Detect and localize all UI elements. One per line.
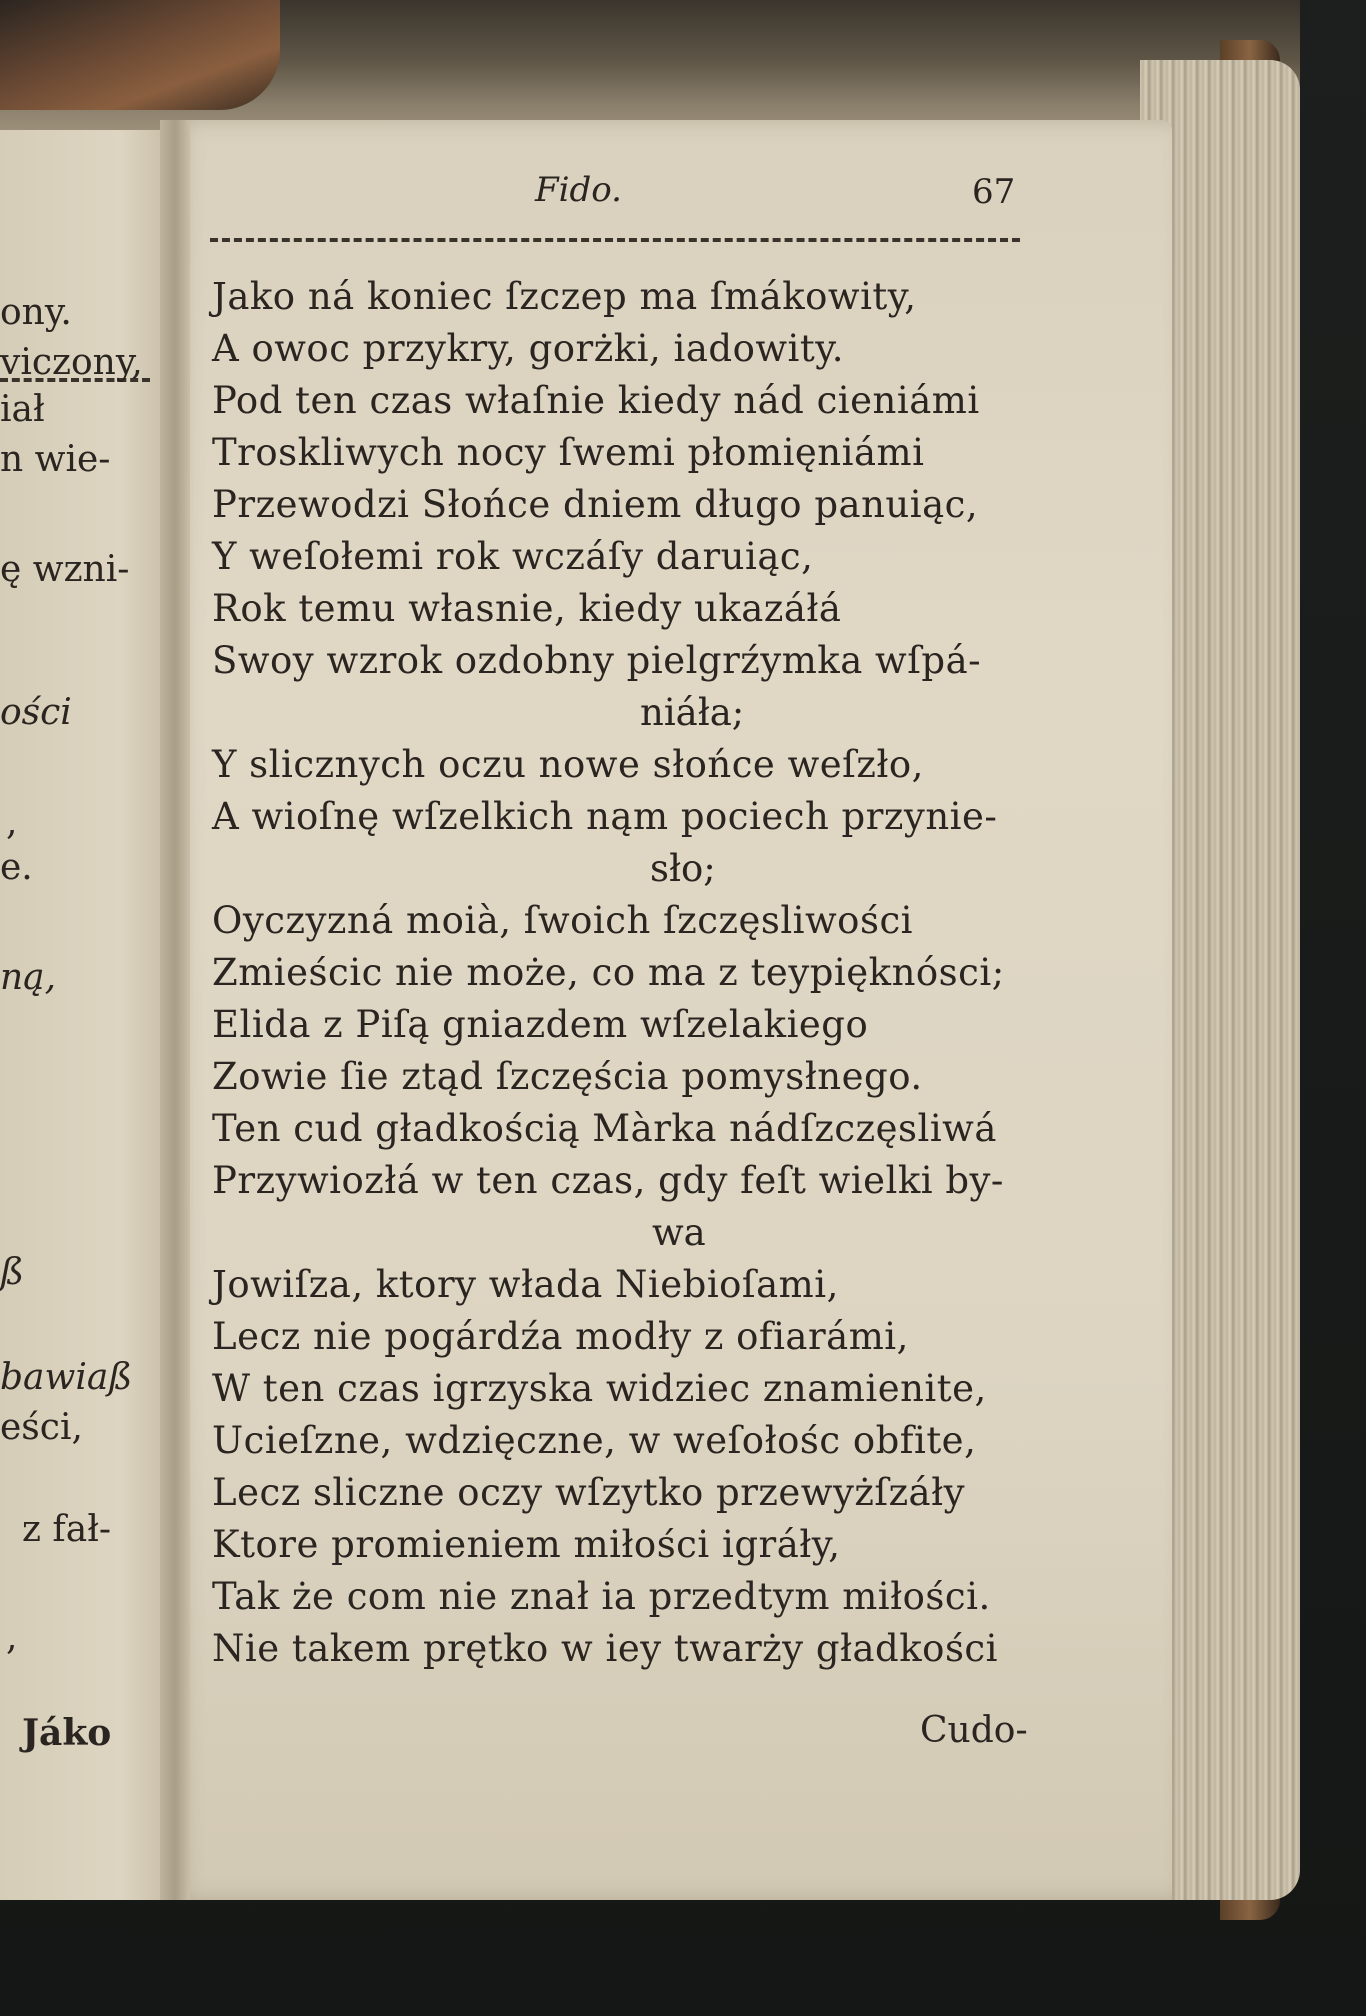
verse-line: Przywiozłá w ten czas, gdy feſt wielki by- bbox=[212, 1159, 1004, 1202]
verse-line: Y weſołemi rok wczáſy daruiąc, bbox=[212, 535, 814, 578]
left-fragment: z fał- bbox=[22, 1509, 112, 1550]
verse-line: Lecz nie pogárdźa modły z ofiarámi, bbox=[212, 1315, 909, 1358]
left-fragment: ß bbox=[0, 1252, 25, 1293]
left-fragment: ości bbox=[0, 692, 72, 733]
verse-line: Ucieſzne, wdzięczne, w weſołośc obfite, bbox=[212, 1419, 977, 1462]
left-fragment: ną, bbox=[0, 957, 57, 998]
left-fragment: bawiaß bbox=[0, 1357, 133, 1398]
verse-line: Tak że com nie znał ia przedtym miłości. bbox=[212, 1575, 991, 1618]
running-head: Fido. bbox=[535, 170, 622, 210]
verse-line: Jako ná koniec ſzczep ma ſmákowity, bbox=[212, 275, 917, 318]
verse-line: Zowie ſie ztąd ſzczęścia pomysłnego. bbox=[212, 1055, 923, 1098]
book-gutter bbox=[160, 120, 190, 1900]
catchword: Cudo- bbox=[920, 1710, 1028, 1751]
left-fragment: ę wzni- bbox=[0, 549, 130, 590]
page-number: 67 bbox=[972, 172, 1016, 212]
verse-turnover: sło; bbox=[650, 847, 716, 890]
left-fragment: eści, bbox=[0, 1407, 83, 1448]
verse-line: Rok temu własnie, kiedy ukazáłá bbox=[212, 587, 842, 630]
verse-line: Zmieścic nie może, co ma z teypięknósci; bbox=[212, 951, 1005, 994]
left-fragment: Jáko bbox=[22, 1712, 112, 1754]
verse-line: A owoc przykry, gorżki, iadowity. bbox=[212, 327, 844, 370]
verse-line: Jowiſza, ktory włada Niebioſami, bbox=[212, 1263, 839, 1306]
verse-line: A wioſnę wſzelkich nąm pociech przynie- bbox=[212, 795, 998, 838]
left-fragment: ony. bbox=[0, 292, 72, 333]
verse-line: Swoy wzrok ozdobny pielgrźymka wſpá- bbox=[212, 639, 982, 682]
left-fragment: viczony, bbox=[0, 342, 143, 383]
verse-line: Lecz sliczne oczy wſzytko przewyżſzáły bbox=[212, 1471, 966, 1514]
verse-line: Troskliwych nocy ſwemi płomięniámi bbox=[212, 431, 925, 474]
verse-line: Y slicznych oczu nowe słońce weſzło, bbox=[212, 743, 924, 786]
left-fragment: n wie- bbox=[0, 439, 111, 480]
verse-line: Pod ten czas właſnie kiedy nád cieniámi bbox=[212, 379, 980, 422]
header-rule bbox=[210, 238, 1020, 242]
left-fragment: , bbox=[6, 1617, 18, 1658]
verse-line: Ktore promieniem miłości igráły, bbox=[212, 1523, 841, 1566]
verse-line: Przewodzi Słońce dniem długo panuiąc, bbox=[212, 483, 979, 526]
left-fragment: iał bbox=[0, 389, 45, 430]
verse-line: Nie takem prętko w iey twarży gładkości bbox=[212, 1627, 998, 1670]
book-binding-corner bbox=[0, 0, 280, 110]
verse-turnover: wa bbox=[652, 1211, 706, 1254]
verse-line: Oyczyzná moià, ſwoich ſzczęsliwości bbox=[212, 899, 914, 942]
verse-line: Elida z Piſą gniazdem wſzelakiego bbox=[212, 1003, 869, 1046]
verse-turnover: niáła; bbox=[640, 691, 745, 734]
left-fragment: , bbox=[6, 802, 18, 843]
verse-line: W ten czas igrzyska widziec znamienite, bbox=[212, 1367, 987, 1410]
left-fragment: e. bbox=[0, 847, 33, 888]
verse-line: Ten cud gładkością Màrka nádſzczęsliwá bbox=[212, 1107, 997, 1150]
